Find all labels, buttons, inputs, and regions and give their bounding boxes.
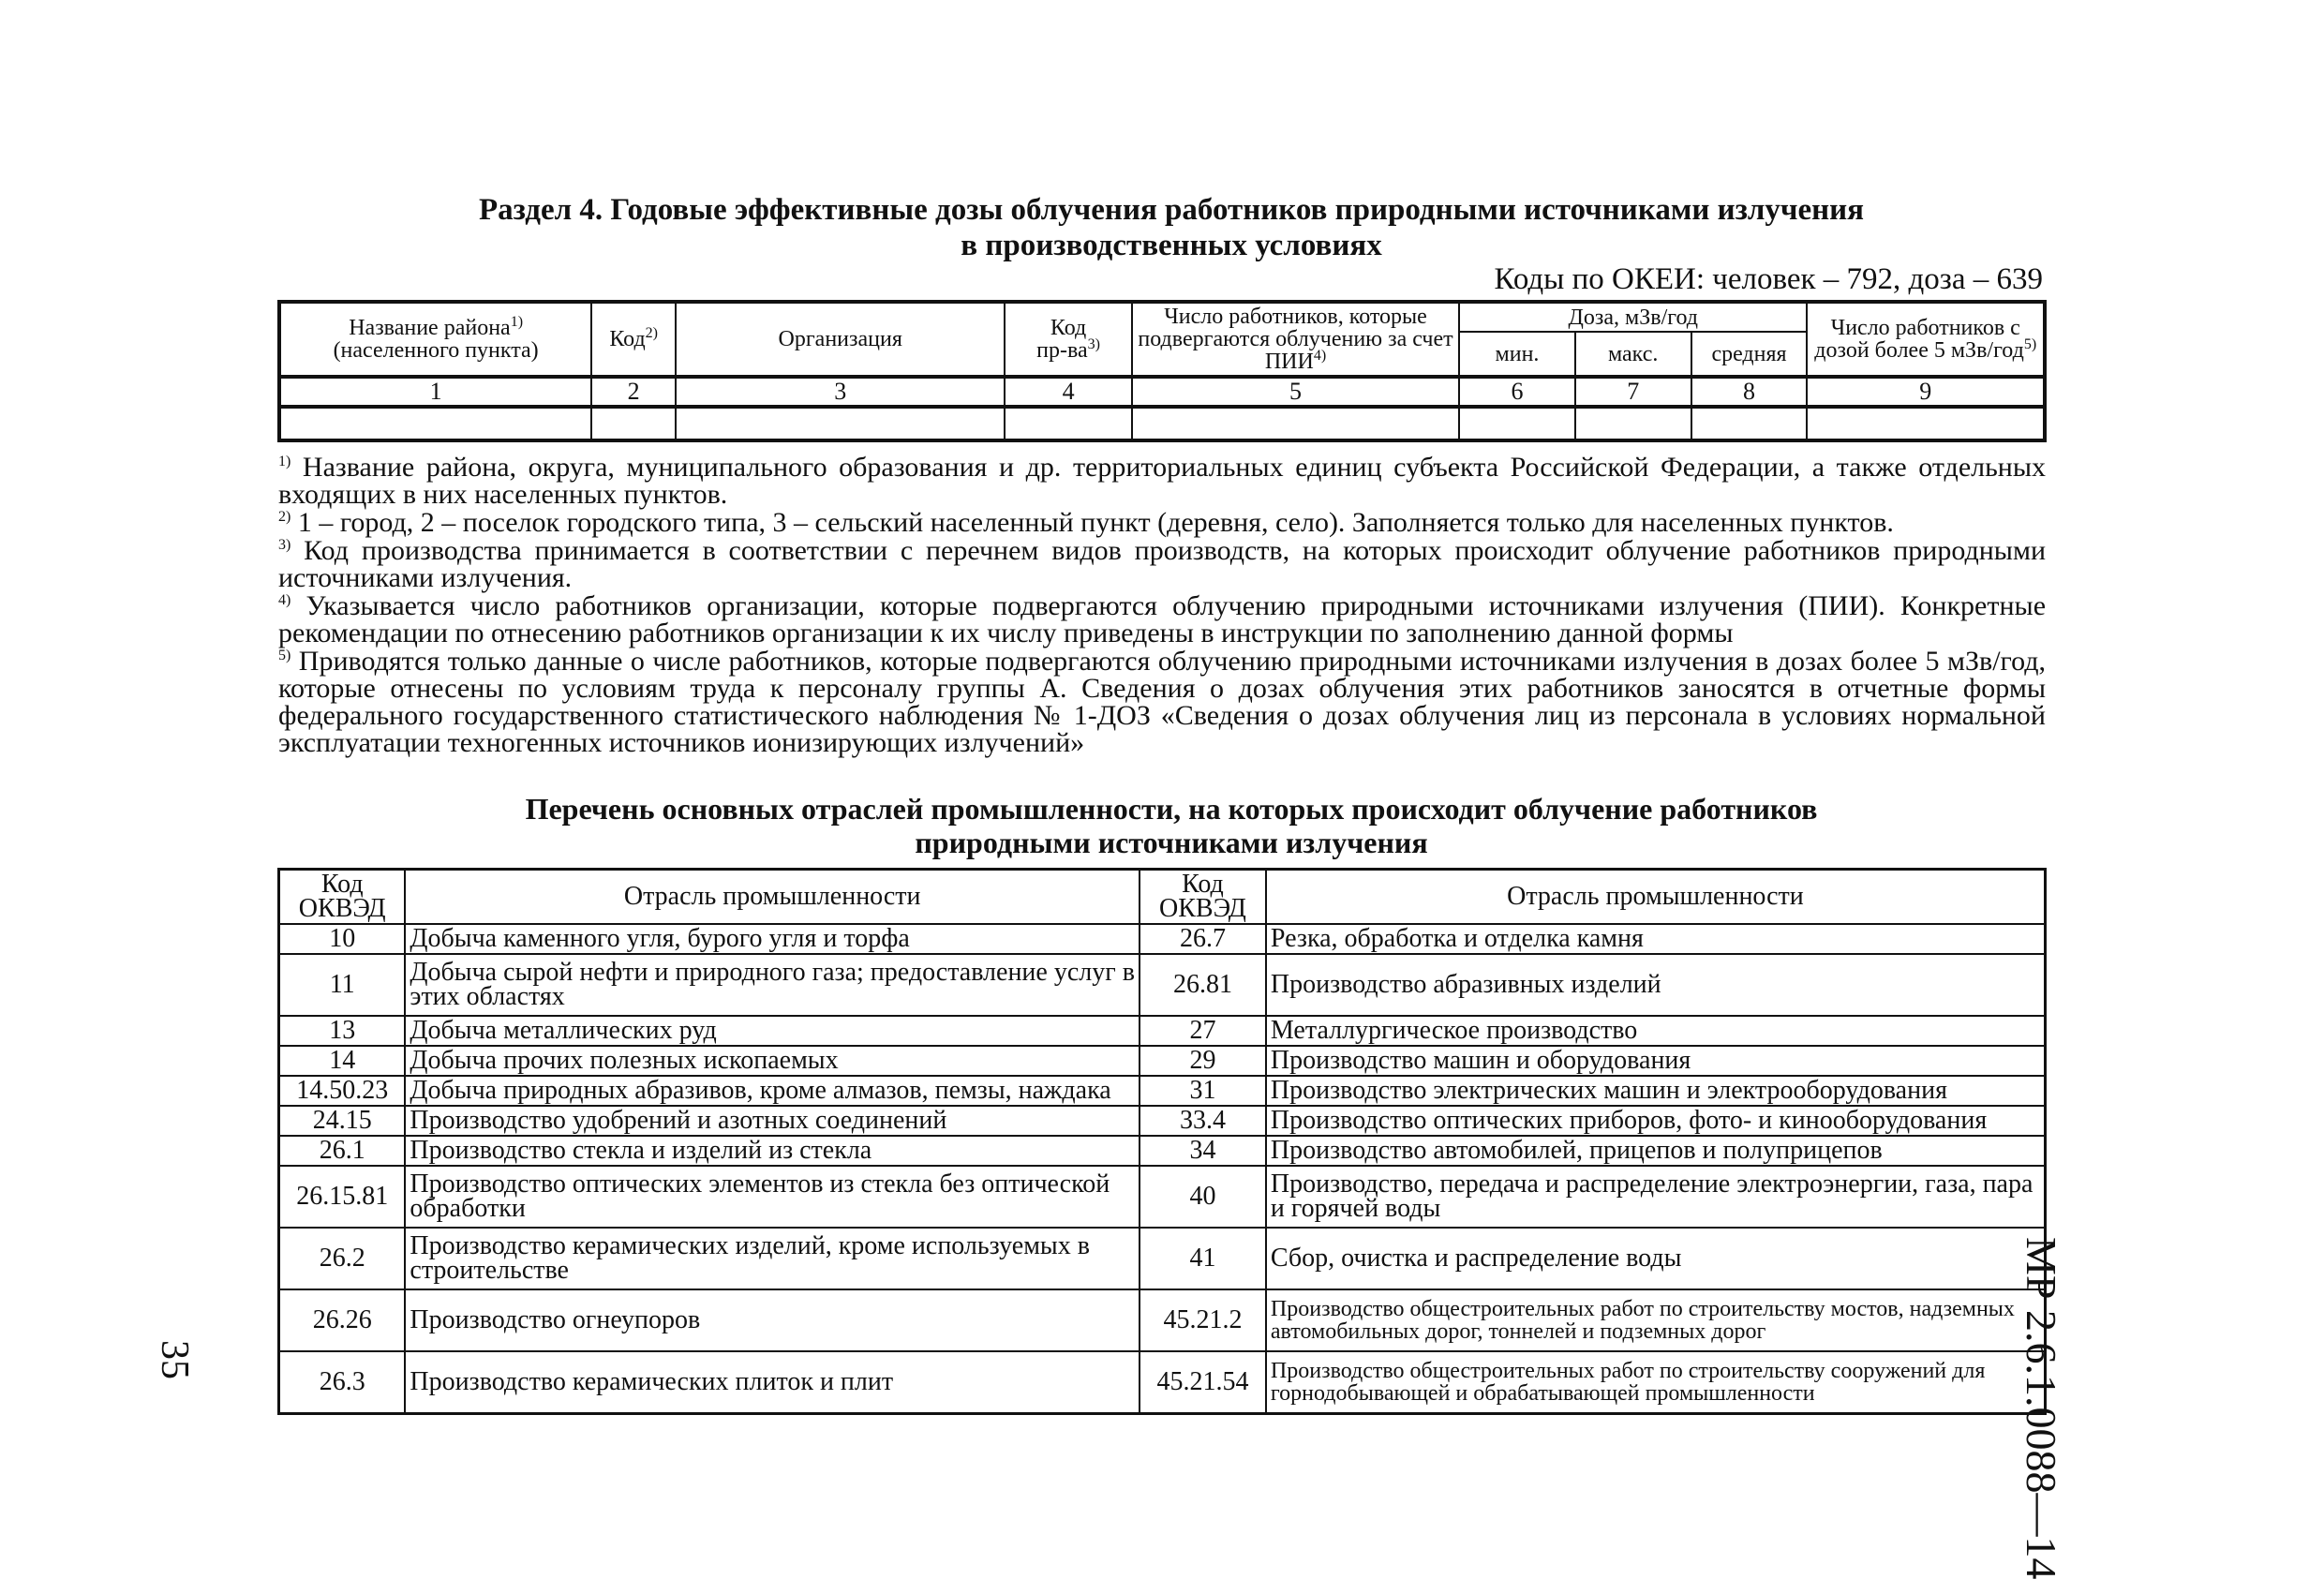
header-dose-avg: средняя	[1691, 332, 1808, 377]
table-row	[279, 1351, 2046, 1413]
okved-code-cell: 45.21.2	[1140, 1289, 1266, 1351]
table-row	[279, 1016, 2046, 1046]
header-workers-exposed: Число работников, которые подвергаются облучению за счет ПИИ$^{4)}$	[1132, 302, 1459, 377]
okved-code-cell: 40	[1140, 1166, 1266, 1228]
industry-cell: Производство керамических плиток и плит	[405, 1351, 1140, 1413]
industry-cell: Производство электрических машин и электрооборудования	[1266, 1076, 2046, 1106]
document-code: МР 2.6.1.0088—14	[2018, 1237, 2065, 1580]
col-number: 1	[279, 377, 591, 407]
header-industry: Отрасль промышленности	[1266, 870, 2046, 925]
okved-code-cell: 13	[279, 1016, 406, 1046]
header-code: Код$^{2)}$	[591, 302, 676, 377]
industry-cell: Металлургическое производство	[1266, 1016, 2046, 1046]
okved-code-cell: 45.21.54	[1140, 1351, 1266, 1413]
okved-code-cell: 26.7	[1140, 924, 1266, 954]
header-okved-code: Код ОКВЭД	[1140, 870, 1266, 925]
col-number: 3	[676, 377, 1005, 407]
header-industry: Отрасль промышленности	[405, 870, 1140, 925]
table-row	[279, 1289, 2046, 1351]
table-row	[279, 954, 2046, 1016]
section-title: Раздел 4. Годовые эффективные дозы облучения работников природными источниками излучения	[478, 193, 1865, 227]
empty-cell[interactable]	[1691, 407, 1808, 440]
industry-cell: Резка, обработка и отделка камня	[1266, 924, 2046, 954]
industry-cell: Производство огнеупоров	[405, 1289, 1140, 1351]
empty-cell[interactable]	[279, 407, 591, 440]
okei-codes: Коды по ОКЕИ: человек – 792, доза – 639	[1494, 262, 2043, 296]
footnote: $^{1)}$ Название района, округа, муниципального образования и др. территориальных единиц субъекта Российской Федерации, а также отдельных входящих в них населенных пунктов.	[278, 452, 2046, 510]
okved-code-cell: 26.2	[279, 1228, 406, 1289]
okved-code-cell: 31	[1140, 1076, 1266, 1106]
industry-cell: Производство керамических изделий, кроме используемых в строительстве	[405, 1228, 1140, 1289]
empty-cell[interactable]	[591, 407, 676, 440]
industry-cell: Производство удобрений и азотных соединений	[405, 1106, 1140, 1136]
col-number: 9	[1807, 377, 2045, 407]
dose-form-table	[277, 300, 2047, 442]
okved-code-cell: 33.4	[1140, 1106, 1266, 1136]
okved-code-cell: 14	[279, 1046, 406, 1076]
industry-cell: Добыча прочих полезных ископаемых	[405, 1046, 1140, 1076]
okved-code-cell: 10	[279, 924, 406, 954]
header-region: Название района$^{1)}$ (населенного пункта)	[279, 302, 591, 377]
okved-code-cell: 34	[1140, 1136, 1266, 1166]
empty-cell[interactable]	[1807, 407, 2045, 440]
industry-cell: Добыча каменного угля, бурого угля и торфа	[405, 924, 1140, 954]
col-number: 6	[1459, 377, 1575, 407]
industry-cell: Добыча металлических руд	[405, 1016, 1140, 1046]
industry-cell: Производство машин и оборудования	[1266, 1046, 2046, 1076]
industry-cell: Добыча сырой нефти и природного газа; предоставление услуг в этих областях	[405, 954, 1140, 1016]
okved-code-cell: 29	[1140, 1046, 1266, 1076]
footnote: $^{3)}$ Код производства принимается в соответствии с перечнем видов производств, на которых происходит облучение работников природными источниками излучения.	[278, 535, 2046, 593]
empty-cell[interactable]	[1132, 407, 1459, 440]
list-title: Перечень основных отраслей промышленности, на которых происходит облучение работников	[525, 792, 1818, 826]
industry-cell: Добыча природных абразивов, кроме алмазов, пемзы, наждака	[405, 1076, 1140, 1106]
table-row	[279, 1228, 2046, 1289]
industry-cell: Производство, передача и распределение электроэнергии, газа, пара и горячей воды	[1266, 1166, 2046, 1228]
okved-code-cell: 24.15	[279, 1106, 406, 1136]
okved-code-cell: 11	[279, 954, 406, 1016]
col-number: 5	[1132, 377, 1459, 407]
okved-code-cell: 26.26	[279, 1289, 406, 1351]
industry-cell: Производство общестроительных работ по строительству мостов, надземных автомобильных дорог, тоннелей и подземных дорог	[1266, 1289, 2046, 1351]
header-dose-max: макс.	[1575, 332, 1691, 377]
list-title-cont: природными источниками излучения	[915, 826, 1428, 859]
footnotes	[278, 454, 2046, 757]
header-dose: Доза, мЗв/год	[1459, 302, 1807, 332]
header-organization: Организация	[676, 302, 1005, 377]
table-row	[279, 1136, 2046, 1166]
table-row	[279, 1106, 2046, 1136]
okved-code-cell: 26.1	[279, 1136, 406, 1166]
industry-cell: Производство стекла и изделий из стекла	[405, 1136, 1140, 1166]
empty-cell[interactable]	[1575, 407, 1691, 440]
table-row	[279, 1166, 2046, 1228]
footnote: $^{4)}$ Указывается число работников организации, которые подвергаются облучению природными источниками излучения (ПИИ). Конкретные рекомендации по отнесению работников организации к их числу приведены в инструкции по заполнению данной формы	[278, 590, 2047, 648]
industry-cell: Производство оптических приборов, фото- и кинооборудования	[1266, 1106, 2046, 1136]
col-number: 4	[1005, 377, 1132, 407]
okved-code-cell: 41	[1140, 1228, 1266, 1289]
empty-cell[interactable]	[1005, 407, 1132, 440]
section-title-cont: в производственных условиях	[961, 229, 1382, 262]
header-okved-code: Код ОКВЭД	[279, 870, 406, 925]
empty-data-row	[279, 407, 2045, 440]
header-workers-over-5msv: Число работников с дозой более 5 мЗв/год$^{5)}$	[1807, 302, 2045, 377]
column-number-row	[279, 377, 2045, 407]
header-production-code: Код $пр-ва^{3)}$	[1005, 302, 1132, 377]
okved-code-cell: 26.15.81	[279, 1166, 406, 1228]
okved-code-cell: 14.50.23	[279, 1076, 406, 1106]
empty-cell[interactable]	[676, 407, 1005, 440]
industry-cell: Производство абразивных изделий	[1266, 954, 2046, 1016]
col-number: 2	[591, 377, 676, 407]
industry-cell: Сбор, очистка и распределение воды	[1266, 1228, 2046, 1289]
footnote: $^{5)}$ Приводятся только данные о числе работников, которые подвергаются облучению природными источниками излучения в дозах более 5 мЗв/год, которые отнесены по условиям труда к персоналу группы А. Сведения о дозах облучения этих работников заносятся в отчетные формы федерального государственного статистического наблюдения № 1-ДОЗ «Сведения о дозах облучения лиц из персонала в условиях нормальной эксплуатации техногенных источников ионизирующих излучений»	[278, 646, 2046, 758]
industry-cell: Производство оптических элементов из стекла без оптической обработки	[405, 1166, 1140, 1228]
okved-code-cell: 26.81	[1140, 954, 1266, 1016]
table-row	[279, 1046, 2046, 1076]
empty-cell[interactable]	[1459, 407, 1575, 440]
col-number: 7	[1575, 377, 1691, 407]
okved-code-cell: 26.3	[279, 1351, 406, 1413]
industries-table	[277, 868, 2047, 1415]
industry-cell: Производство автомобилей, прицепов и полуприцепов	[1266, 1136, 2046, 1166]
col-number: 8	[1691, 377, 1808, 407]
okved-code-cell: 27	[1140, 1016, 1266, 1046]
table-row	[279, 1076, 2046, 1106]
table-row	[279, 924, 2046, 954]
header-dose-min: мин.	[1459, 332, 1575, 377]
page-number: 35	[153, 1340, 196, 1379]
footnote: $^{2)}$ 1 – город, 2 – поселок городского типа, 3 – сельский населенный пункт (деревня, село). Заполняется только для населенных пунктов.	[278, 507, 1894, 538]
industry-cell: Производство общестроительных работ по строительству сооружений для горнодобывающей и обрабатывающей промышленности	[1266, 1351, 2046, 1413]
